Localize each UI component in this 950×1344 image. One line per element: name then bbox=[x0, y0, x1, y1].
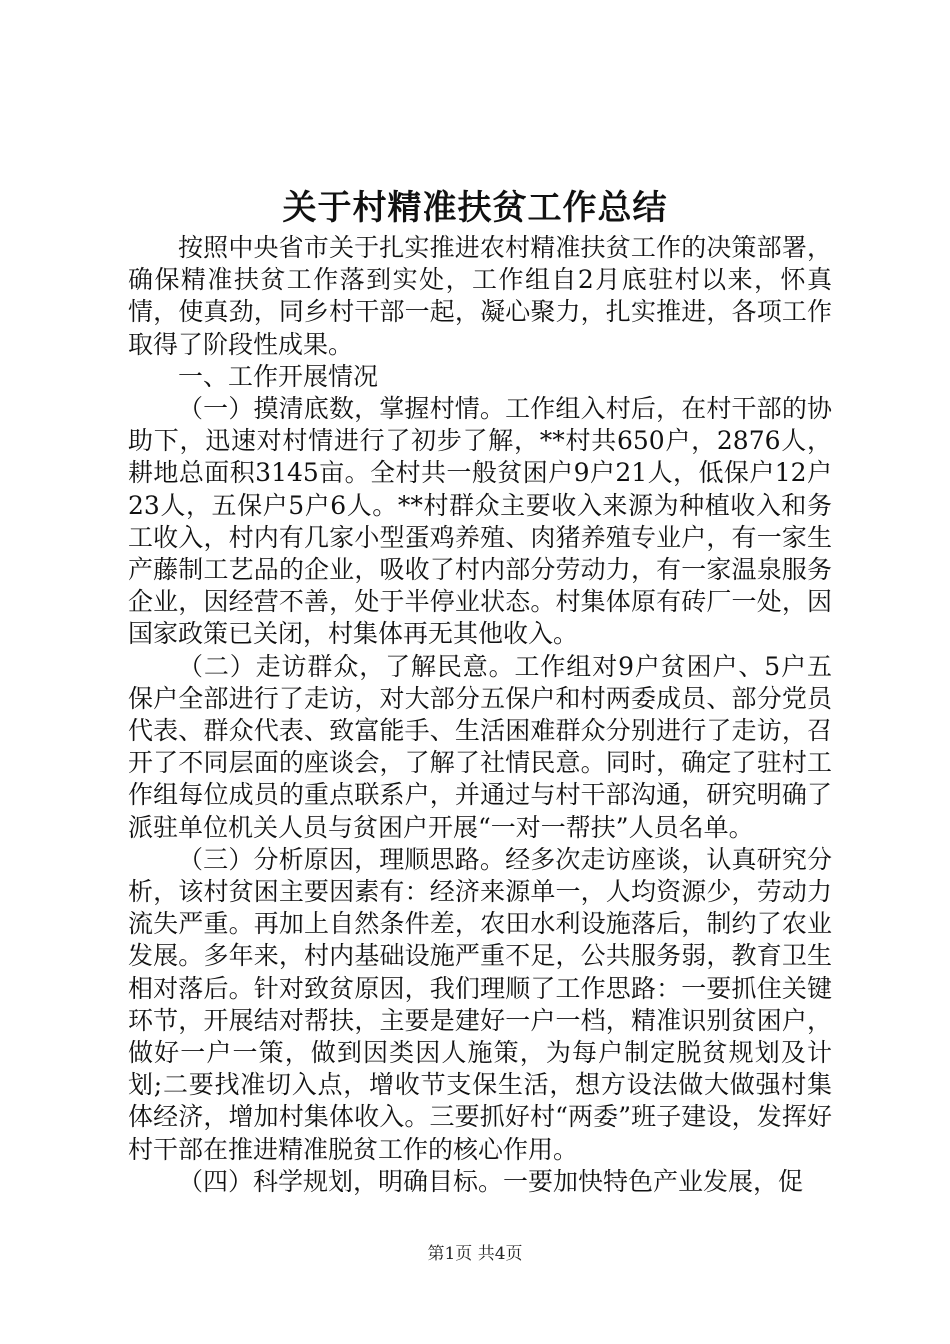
page-number-footer: 第1页 共4页 bbox=[427, 1244, 523, 1264]
section-heading-work-progress: 一、工作开展情况 bbox=[178, 361, 379, 391]
document-body bbox=[128, 232, 832, 1198]
paragraph-analyze-causes: （三）分析原因，理顺思路。经多次走访座谈，认真研究分析，该村贫困主要因素有：经济来源单一，人均资源少，劳动力流失严重。再加上自然条件差，农田水利设施落后，制约了农业发展。多年来，村内基础设施严重不足，公共服务弱，教育卫生相对落后。针对致贫原因，我们理顺了工作思路：一要抓住关键环节，开展结对帮扶，主要是建好一户一档，精准识别贫困户，做好一户一策，做到因类因人施策，为每户制定脱贫规划及计划;二要找准切入点，增收节支保生活，想方设法做大做强村集体经济，增加村集体收入。三要抓好村“两委”班子建设，发挥好村干部在推进精准脱贫工作的核心作用。 bbox=[128, 844, 832, 1164]
document-title: 关于村精准扶贫工作总结 bbox=[282, 188, 668, 228]
paragraph-survey-village: （一）摸清底数，掌握村情。工作组入村后，在村干部的协助下，迅速对村情进行了初步了解，**村共650户，2876人，耕地总面积3145亩。全村共一般贫困户9户21人，低保户12户23人，五保户5户6人。**村群众主要收入来源为种植收入和务工收入，村内有几家小型蛋鸡养殖、肉猪养殖专业户，有一家生产藤制工艺品的企业，吸收了村内部分劳动力，有一家温泉服务企业，因经营不善，处于半停业状态。村集体原有砖厂一处，因国家政策已关闭，村集体再无其他收入。 bbox=[128, 394, 832, 649]
paragraph-visit-residents: （二）走访群众，了解民意。工作组对9户贫困户、5户五保户全部进行了走访，对大部分五保户和村两委成员、部分党员代表、群众代表、致富能手、生活困难群众分别进行了走访，召开了不同层面的座谈会，了解了社情民意。同时，确定了驻村工作组每位成员的重点联系户，并通过与村干部沟通，研究明确了派驻单位机关人员与贫困户开展“一对一帮扶”人员名单。 bbox=[128, 651, 832, 842]
intro-paragraph: 按照中央省市关于扎实推进农村精准扶贫工作的决策部署，确保精准扶贫工作落到实处，工作组自2月底驻村以来，怀真情，使真劲，同乡村干部一起，凝心聚力，扎实推进，各项工作取得了阶段性成果。 bbox=[128, 233, 832, 359]
paragraph-planning-goals: （四）科学规划，明确目标。一要加快特色产业发展，促 bbox=[178, 1166, 804, 1196]
